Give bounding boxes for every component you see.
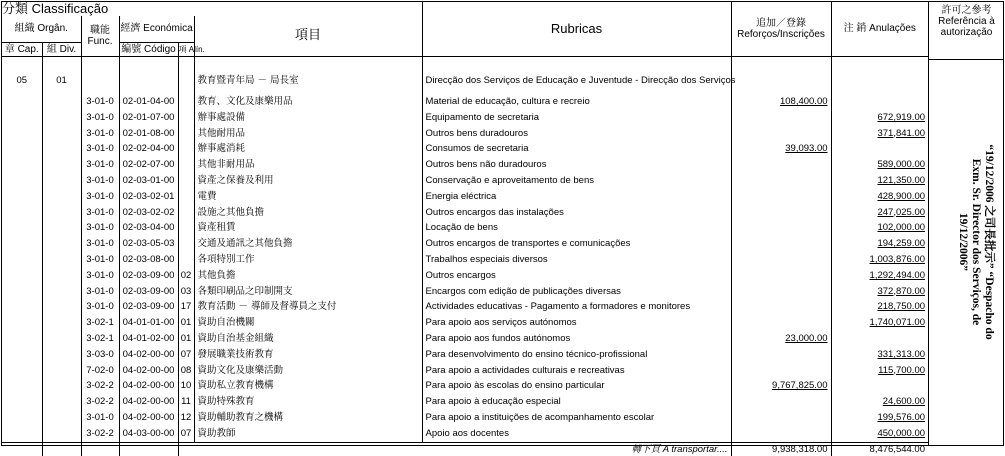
cap-header: 章 Cap. — [2, 42, 42, 56]
div-header: 組 Div. — [42, 42, 81, 56]
reforco-value — [731, 189, 831, 205]
rubricas-header: Rubricas — [422, 2, 731, 56]
rubrica: Para apoio a actividades culturais e recreativas — [422, 363, 731, 379]
anulacao-value: 115,700.00 — [831, 363, 928, 379]
table-row — [2, 141, 928, 157]
alinea: 11 — [178, 394, 194, 410]
reforco-value: 108,400.00 — [731, 94, 831, 110]
economic-code: 02-01-04-00 — [119, 94, 178, 110]
reforco-value: 39,093.00 — [731, 141, 831, 157]
reforco-value — [731, 410, 831, 426]
func-header: 職能 Func. — [81, 16, 119, 56]
rubrica: Para apoio aos fundos autónomos — [422, 331, 731, 347]
table-row — [2, 205, 928, 221]
anulacao-value: 450,000.00 — [831, 426, 928, 442]
anulacao-value — [831, 94, 928, 110]
reforco-value — [731, 394, 831, 410]
table-row — [2, 236, 928, 252]
reforco-value — [731, 220, 831, 236]
item-zh: 資產租賃 — [194, 220, 422, 236]
alinea — [178, 220, 194, 236]
reforco-value — [731, 173, 831, 189]
func-code: 3-02-1 — [81, 331, 119, 347]
authorization-note — [939, 142, 999, 342]
economic-code: 04-02-00-00 — [119, 347, 178, 363]
reforco-value — [731, 363, 831, 379]
economic-code: 04-02-00-00 — [119, 363, 178, 379]
economic-code: 02-03-09-00 — [119, 299, 178, 315]
item-zh: 發展職業技術教育 — [194, 347, 422, 363]
table-row — [2, 94, 928, 110]
table-row — [2, 363, 928, 379]
organ-row — [2, 68, 928, 94]
table-row — [2, 220, 928, 236]
reforco-value — [731, 347, 831, 363]
item-zh: 資助自治基金組織 — [194, 331, 422, 347]
anulacao-value: 1,003,876.00 — [831, 252, 928, 268]
anulacao-value: 102,000.00 — [831, 220, 928, 236]
func-code: 3-01-0 — [81, 157, 119, 173]
anulacao-value — [831, 331, 928, 347]
reforco-value — [731, 284, 831, 300]
reforco-value — [731, 110, 831, 126]
table-row — [2, 410, 928, 426]
economic-code: 04-02-00-00 — [119, 378, 178, 394]
func-code: 3-01-0 — [81, 189, 119, 205]
economic-code: 04-01-02-00 — [119, 331, 178, 347]
code-header: 編號 Código — [119, 42, 178, 56]
table-row — [2, 378, 928, 394]
alinea — [178, 157, 194, 173]
item-zh: 教育、文化及康樂用品 — [194, 94, 422, 110]
table-row — [2, 268, 928, 284]
reforco-value — [731, 126, 831, 142]
rubrica: Encargos com edição de publicações diversas — [422, 284, 731, 300]
item-zh: 設施之其他負擔 — [194, 205, 422, 221]
func-code: 7-02-0 — [81, 363, 119, 379]
anulacao-value: 372,870.00 — [831, 284, 928, 300]
alinea: 01 — [178, 331, 194, 347]
table-row — [2, 189, 928, 205]
item-zh: 資助特殊教育 — [194, 394, 422, 410]
rubrica: Material de educação, cultura e recreio — [422, 94, 731, 110]
item-zh: 辦事處設備 — [194, 110, 422, 126]
rubrica: Para apoio a instituições de acompanhamento escolar — [422, 410, 731, 426]
organ-item: 教育暨青年局 － 局長室 — [194, 68, 422, 94]
rubrica: Conservação e aproveitamento de bens — [422, 173, 731, 189]
rubrica: Para apoio aos serviços autónomos — [422, 315, 731, 331]
div-value: 01 — [42, 68, 81, 94]
table-row — [2, 126, 928, 142]
func-code: 3-01-0 — [81, 126, 119, 142]
func-code: 3-01-0 — [81, 141, 119, 157]
item-zh: 其他負擔 — [194, 268, 422, 284]
economic-code: 02-01-07-00 — [119, 110, 178, 126]
anulacao-value: 371,841.00 — [831, 126, 928, 142]
rubrica: Consumos de secretaria — [422, 141, 731, 157]
item-zh: 各項特別工作 — [194, 252, 422, 268]
rubrica: Outros encargos de transportes e comunicações — [422, 236, 731, 252]
table-row — [2, 284, 928, 300]
economic-code: 02-03-05-03 — [119, 236, 178, 252]
func-code: 3-01-0 — [81, 410, 119, 426]
item-zh: 其他非耐用品 — [194, 157, 422, 173]
reforcos-header: 追加／登錄 Reforços/Inscrições — [731, 2, 831, 56]
alinea — [178, 126, 194, 142]
economic-code: 04-02-00-00 — [119, 394, 178, 410]
func-code: 3-01-0 — [81, 252, 119, 268]
func-code: 3-01-0 — [81, 299, 119, 315]
transport-ref-total: 9,938,318.00 — [731, 442, 831, 456]
rubrica: Para apoio às escolas do ensino particular — [422, 378, 731, 394]
economic-code: 02-03-04-00 — [119, 220, 178, 236]
alinea: 07 — [178, 347, 194, 363]
item-header: 項目 — [194, 16, 422, 56]
table-row — [2, 315, 928, 331]
reforco-value — [731, 268, 831, 284]
authorization-column — [928, 2, 1004, 445]
rubrica: Para apoio à educação especial — [422, 394, 731, 410]
anulacao-value: 1,740,071.00 — [831, 315, 928, 331]
economic-code: 02-03-09-00 — [119, 284, 178, 300]
economic-code: 02-03-08-00 — [119, 252, 178, 268]
rubrica: Trabalhos especiais diversos — [422, 252, 731, 268]
economic-code: 02-02-04-00 — [119, 141, 178, 157]
anulacao-value — [831, 378, 928, 394]
anulacao-value: 428,900.00 — [831, 189, 928, 205]
alinea: 07 — [178, 426, 194, 442]
rubrica: Locação de bens — [422, 220, 731, 236]
item-zh: 資助文化及康樂活動 — [194, 363, 422, 379]
alinea: 02 — [178, 268, 194, 284]
item-zh: 資助自治機關 — [194, 315, 422, 331]
economic-code: 04-01-01-00 — [119, 315, 178, 331]
alinea: 01 — [178, 315, 194, 331]
rubrica: Energia eléctrica — [422, 189, 731, 205]
rubrica: Outros bens duradouros — [422, 126, 731, 142]
table-row — [2, 110, 928, 126]
alinea: 10 — [178, 378, 194, 394]
item-zh: 辦事處消耗 — [194, 141, 422, 157]
economic-code: 02-03-01-00 — [119, 173, 178, 189]
func-code: 3-01-0 — [81, 94, 119, 110]
anulacao-value: 218,750.00 — [831, 299, 928, 315]
table-row — [2, 299, 928, 315]
classification-header: 分類 Classificação — [2, 0, 109, 16]
economic-code: 02-03-02-02 — [119, 205, 178, 221]
func-code: 3-02-2 — [81, 426, 119, 442]
alinea — [178, 110, 194, 126]
func-code: 3-01-0 — [81, 173, 119, 189]
cap-value: 05 — [16, 75, 28, 87]
reforco-value — [731, 205, 831, 221]
alinea: 08 — [178, 363, 194, 379]
table-row — [2, 347, 928, 363]
budget-sheet — [1, 0, 1004, 455]
economic-code: 02-02-07-00 — [119, 157, 178, 173]
alin-header: 項 Alín. — [178, 42, 194, 56]
func-code: 3-03-0 — [81, 347, 119, 363]
func-code: 3-01-0 — [81, 284, 119, 300]
alinea — [178, 252, 194, 268]
transport-anu-total: 8,476,544.00 — [831, 442, 928, 456]
transport-label: 轉下頁 A transportar.... — [194, 442, 731, 456]
reforco-value — [731, 236, 831, 252]
table-row — [2, 173, 928, 189]
reforco-value — [731, 157, 831, 173]
alinea — [178, 236, 194, 252]
item-zh: 其他耐用品 — [194, 126, 422, 142]
func-code: 3-01-0 — [81, 220, 119, 236]
anulacao-value — [831, 141, 928, 157]
anulacao-value: 194,259.00 — [831, 236, 928, 252]
budget-table — [2, 2, 928, 456]
alinea — [178, 141, 194, 157]
rubrica: Outros encargos das instalações — [422, 205, 731, 221]
func-code: 3-02-2 — [81, 394, 119, 410]
rubrica: Outros encargos — [422, 268, 731, 284]
anulacao-value: 331,313.00 — [831, 347, 928, 363]
transport-row — [2, 442, 928, 456]
reforco-value — [731, 315, 831, 331]
item-zh: 各類印刷品之印制開支 — [194, 284, 422, 300]
rubrica: Actividades educativas - Pagamento a formadores e monitores — [422, 299, 731, 315]
alinea — [178, 189, 194, 205]
anulacao-value: 199,576.00 — [831, 410, 928, 426]
item-zh: 電費 — [194, 189, 422, 205]
rubrica: Para desenvolvimento do ensino técnico-profissional — [422, 347, 731, 363]
alinea: 12 — [178, 410, 194, 426]
reforco-value: 9,767,825.00 — [731, 378, 831, 394]
rubrica: Apoio aos docentes — [422, 426, 731, 442]
table-row — [2, 394, 928, 410]
anulacoes-header: 注 銷 Anulações — [831, 2, 928, 56]
economic-code: 02-03-02-01 — [119, 189, 178, 205]
item-zh: 資助輔助教育之機構 — [194, 410, 422, 426]
alinea — [178, 205, 194, 221]
func-code: 3-01-0 — [81, 205, 119, 221]
table-row — [2, 426, 928, 442]
func-code: 3-01-0 — [81, 110, 119, 126]
rubrica: Equipamento de secretaria — [422, 110, 731, 126]
anulacao-value: 672,919.00 — [831, 110, 928, 126]
item-zh: 資產之保養及利用 — [194, 173, 422, 189]
economic-code: 04-02-00-00 — [119, 410, 178, 426]
rubrica: Outros bens não duradouros — [422, 157, 731, 173]
economic-header: 經濟 Económica — [119, 16, 194, 42]
func-code: 3-02-2 — [81, 378, 119, 394]
authorization-text: “19/12/2006 之司長批示” “Despacho do Exm. Sr. Director dos Serviços, de 19/12/2006” — [957, 144, 995, 340]
item-zh: 交通及通訊之其他負擔 — [194, 236, 422, 252]
reforco-value: 23,000.00 — [731, 331, 831, 347]
reforco-value — [731, 252, 831, 268]
anulacao-value: 1,292,494.00 — [831, 268, 928, 284]
anulacao-value: 121,350.00 — [831, 173, 928, 189]
alinea — [178, 94, 194, 110]
alinea — [178, 173, 194, 189]
reforco-value — [731, 299, 831, 315]
organ-header: 組織 Orgân. — [2, 16, 81, 42]
alinea: 03 — [178, 284, 194, 300]
func-code: 3-01-0 — [81, 268, 119, 284]
table-row — [2, 252, 928, 268]
reforco-value — [731, 426, 831, 442]
anulacao-value: 247,025.00 — [831, 205, 928, 221]
economic-code: 04-03-00-00 — [119, 426, 178, 442]
organ-rubrica: Direcção dos Serviços de Educação e Juventude - Direcção dos Serviços — [422, 68, 731, 94]
alinea: 17 — [178, 299, 194, 315]
item-zh: 資助教師 — [194, 426, 422, 442]
anulacao-value: 24,600.00 — [831, 394, 928, 410]
item-zh: 資助私立教育機構 — [194, 378, 422, 394]
economic-code: 02-01-08-00 — [119, 126, 178, 142]
authorization-header: 許可之參考 Referência à autorização — [929, 2, 1004, 60]
item-zh: 教育活動 － 導師及督導員之支付 — [194, 299, 422, 315]
table-row — [2, 157, 928, 173]
func-code: 3-02-1 — [81, 315, 119, 331]
func-code: 3-01-0 — [81, 236, 119, 252]
economic-code: 02-03-09-00 — [119, 268, 178, 284]
table-row — [2, 331, 928, 347]
anulacao-value: 589,000.00 — [831, 157, 928, 173]
